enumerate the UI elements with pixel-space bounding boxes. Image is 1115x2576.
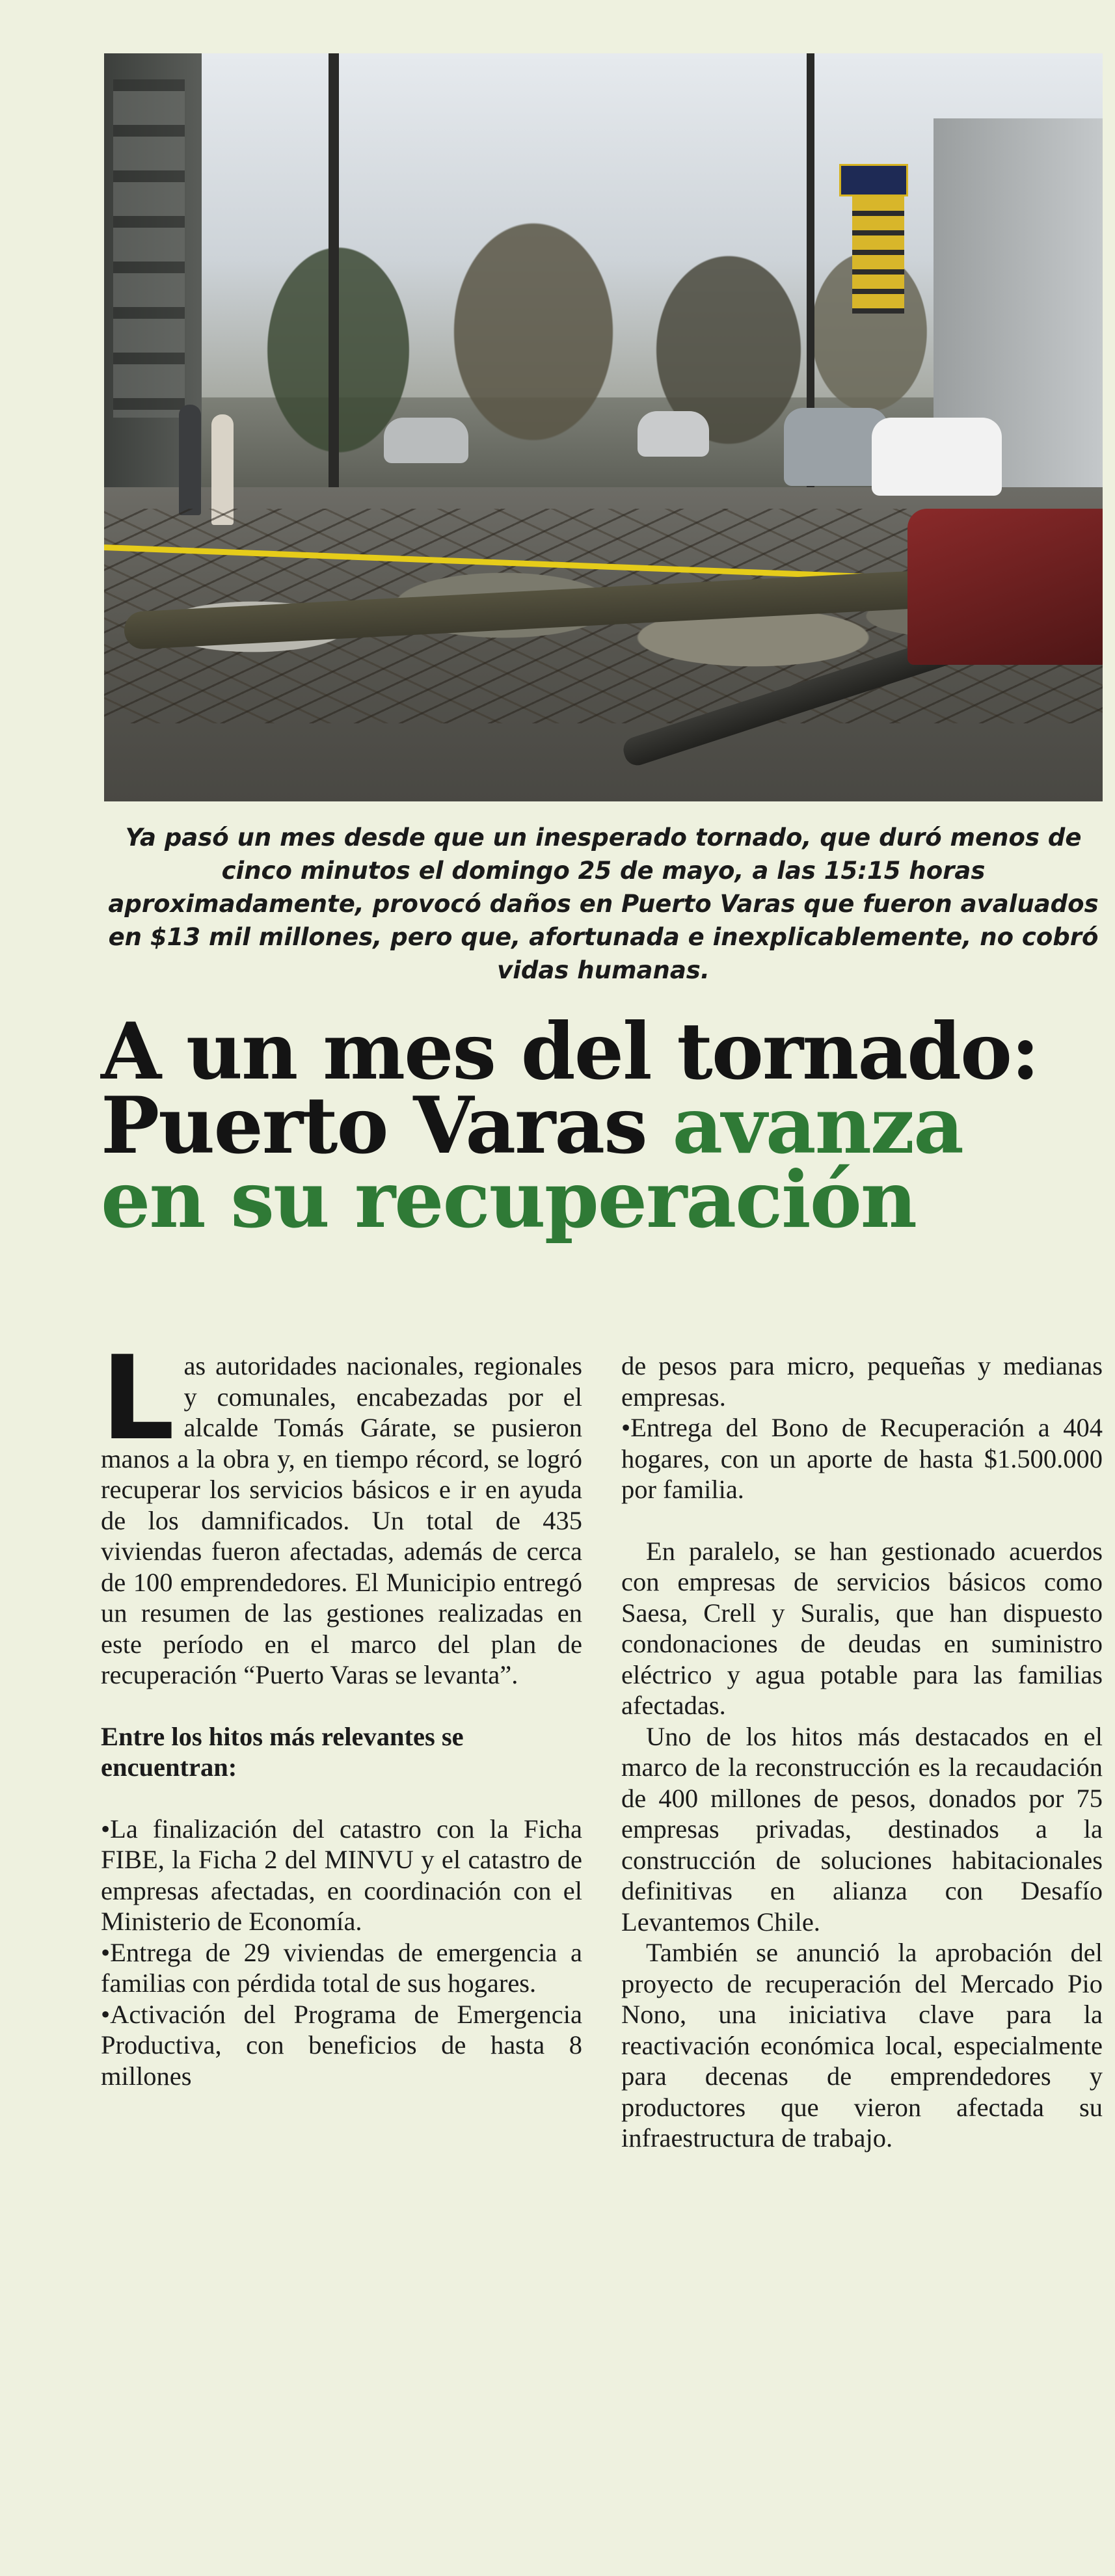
- bullet-programa-start: •Activación del Programa de Emergencia Productiva, con beneficios de hasta 8 millones: [101, 1999, 582, 2091]
- article-column-left: [101, 1331, 582, 2091]
- tornado-damage-photo: [104, 53, 1103, 801]
- paragraph-mercado-pio-nono: También se anunció la aprobación del proyecto de recuperación del Mercado Pio Nono, una iniciativa clave para la reactivación económica local, especialmente para decenas de emprendedores y productores que vieron afectada su infraestructura de trabajo.: [621, 1938, 1103, 2153]
- paragraph-paralelo: En paralelo, se han gestionado acuerdos con empresas de servicios básicos como Saesa, Crell y Suralis, que han dispuesto condonaciones de deudas en suministro eléctrico y agua potable para las familias afectadas.: [621, 1536, 1103, 1720]
- paragraph-hitos-destacados: Uno de los hitos más destacados en el marco de la reconstrucción es la recaudación de 400 millones de pesos, donados por 75 empresas privadas, destinados a la construcción de soluciones habitacionales definitivas en alianza con Desafío Levantemos Chile.: [621, 1721, 1103, 1937]
- hitos-heading: Entre los hitos más relevantes se encuentran:: [101, 1721, 464, 1782]
- photo-caption: Ya pasó un mes desde que un inesperado tornado, que duró menos de cinco minutos el domingo 25 de mayo, a las 15:15 horas aproximadamente, provocó daños en Puerto Varas que fueron avaluados en $13 mil millones, pero que, afortunada e inexplicablemente, no cobró vidas humanas.: [108, 824, 1099, 984]
- bullet-programa-end: de pesos para micro, pequeñas y medianas empresas.: [621, 1351, 1103, 1412]
- bullet-bono: •Entrega del Bono de Recuperación a 404 hogares, con un aporte de hasta $1.500.000 por familia.: [621, 1413, 1103, 1504]
- photo-utility-pole: [329, 53, 339, 509]
- bullet-viviendas: •Entrega de 29 viviendas de emergencia a familias con pérdida total de sus hogares.: [101, 1937, 582, 1998]
- headline-line-2-black: Puerto Varas: [101, 1080, 673, 1172]
- photo-car-far: [384, 418, 468, 463]
- intro-text: as autoridades nacionales, regionales y comunales, encabezadas por el alcalde Tomás Gárate, se pusieron manos a la obra y, en tiempo récord, se logró recuperar los servicios básicos e ir en ayuda de los damnificados. Un total de 435 viviendas fueron afectadas, además de cerca de 100 emprendedores. El Municipio entregó un resumen de las gestiones realizadas en este período en el marco del plan de recuperación “Puerto Varas se levanta”.: [101, 1351, 582, 1689]
- headline-line-1: A un mes del tornado:: [101, 1006, 1039, 1097]
- drop-cap: L: [101, 1331, 175, 1466]
- photo-car-white: [872, 418, 1002, 496]
- photo-car-far: [638, 411, 709, 457]
- article-column-right: [621, 1350, 1103, 2154]
- headline-line-3-green: en su recuperación: [101, 1154, 917, 1246]
- headline: [101, 1006, 1103, 1246]
- bullet-catastro: •La finalización del catastro con la Ficha FIBE, la Ficha 2 del MINVU y el catastro de empresas afectadas, en coordinación con el Ministerio de Economía.: [101, 1814, 582, 1936]
- photo-person: [179, 405, 201, 515]
- intro-paragraph: [101, 1331, 582, 1691]
- photo-goodyear-sign: [839, 164, 908, 196]
- headline-line-2-green: avanza: [672, 1080, 963, 1172]
- photo-red-car: [907, 509, 1103, 665]
- photo-price-sign: [852, 196, 904, 314]
